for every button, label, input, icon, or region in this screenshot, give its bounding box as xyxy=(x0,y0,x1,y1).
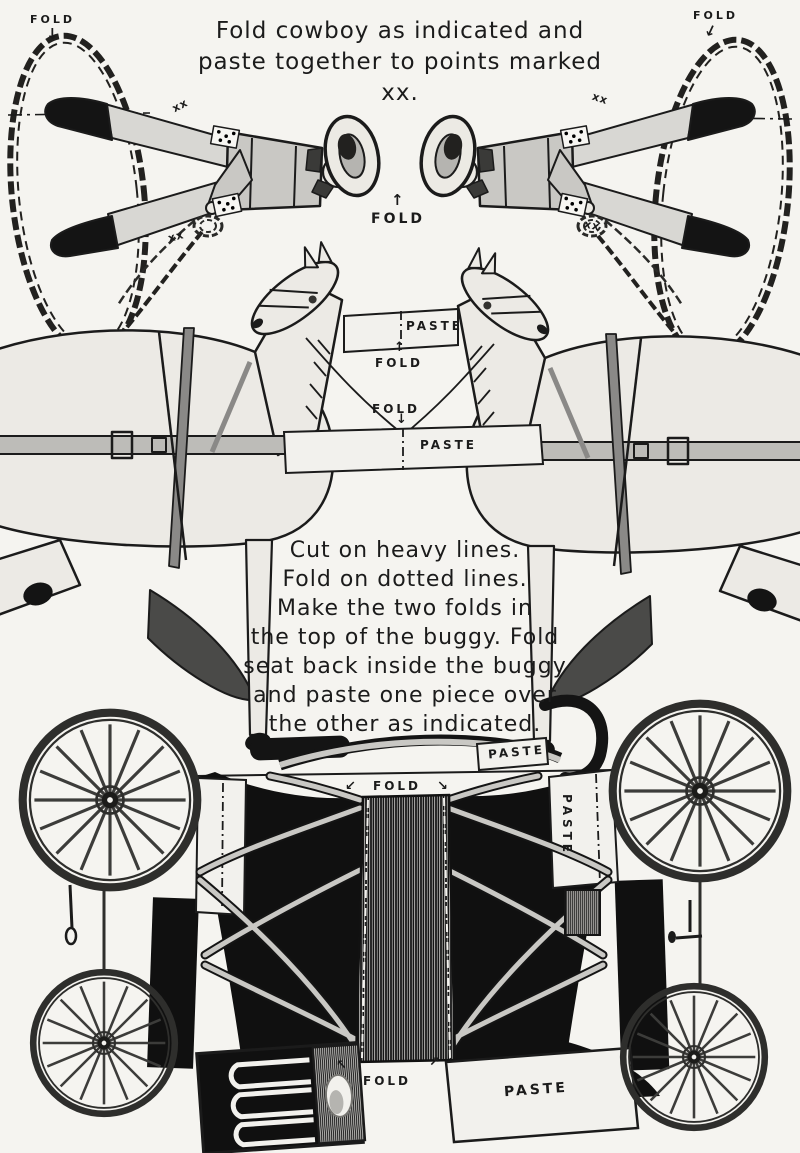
heading-line-2: paste together to points marked xx. xyxy=(197,49,603,106)
paste-label-side-strip: PASTE xyxy=(560,794,574,857)
arrow-down-icon: ↓ xyxy=(46,25,59,43)
instruction-line: Make the two folds in xyxy=(277,596,533,621)
arrow-down-left-icon: ↙ xyxy=(345,779,356,794)
instruction-line: and paste one piece over xyxy=(253,683,557,708)
paste-label-seat-tab: PASTE xyxy=(487,742,546,762)
fold-label-hats: FOLD xyxy=(371,211,426,227)
wheel-upper-right xyxy=(613,704,788,879)
fold-label-band-upper: FOLD xyxy=(375,356,424,370)
fold-label-buggy-bottom: FOLD xyxy=(363,1074,412,1088)
xx-mark-bottom-left: xx xyxy=(166,228,186,245)
paste-band-lower xyxy=(284,425,543,473)
wheel-lower-right xyxy=(623,986,765,1128)
fold-label-lasso-left: FOLD xyxy=(30,13,76,26)
buggy-top-hatched-panel xyxy=(356,795,455,1062)
arrow-down-icon: ↓ xyxy=(396,412,407,427)
fold-label-buggy-top: FOLD xyxy=(373,779,422,793)
step-handle-left xyxy=(66,885,76,944)
instruction-line: the other as indicated. xyxy=(268,712,542,737)
instruction-line: Fold on dotted lines. xyxy=(282,567,528,592)
page-heading xyxy=(178,16,622,109)
arrow-down-right-icon: ↘ xyxy=(437,779,448,794)
fold-label-lasso-right: FOLD xyxy=(693,9,739,22)
arrow-up-right-icon: ↗ xyxy=(429,1055,440,1070)
arrow-down-icon: ↓ xyxy=(700,20,721,42)
xx-mark-top-right: xx xyxy=(590,89,610,108)
paste-label-bottom-sheet: PASTE xyxy=(503,1079,569,1101)
wheel-lower-left xyxy=(33,972,175,1114)
paste-label-band-lower: PASTE xyxy=(420,438,478,452)
fold-label-band-lower: FOLD xyxy=(372,402,421,416)
paste-label-band-upper: PASTE xyxy=(406,319,464,333)
instruction-line: the top of the buggy. Fold xyxy=(250,625,560,650)
arrow-up-icon: ↑ xyxy=(391,191,404,209)
wheel-upper-left xyxy=(23,713,198,888)
xx-mark-top-left: xx xyxy=(169,95,191,116)
arrow-up-left-icon: ↖ xyxy=(336,1058,347,1073)
arrow-up-icon: ↑ xyxy=(394,340,405,355)
center-instructions xyxy=(222,536,588,739)
instruction-line: Cut on heavy lines. xyxy=(289,538,521,563)
instruction-line: seat back inside the buggy xyxy=(243,654,567,679)
heading-line-1: Fold cowboy as indicated and xyxy=(215,18,585,44)
step-handle-right xyxy=(668,900,702,943)
xx-mark-bottom-right: xx xyxy=(582,217,602,234)
